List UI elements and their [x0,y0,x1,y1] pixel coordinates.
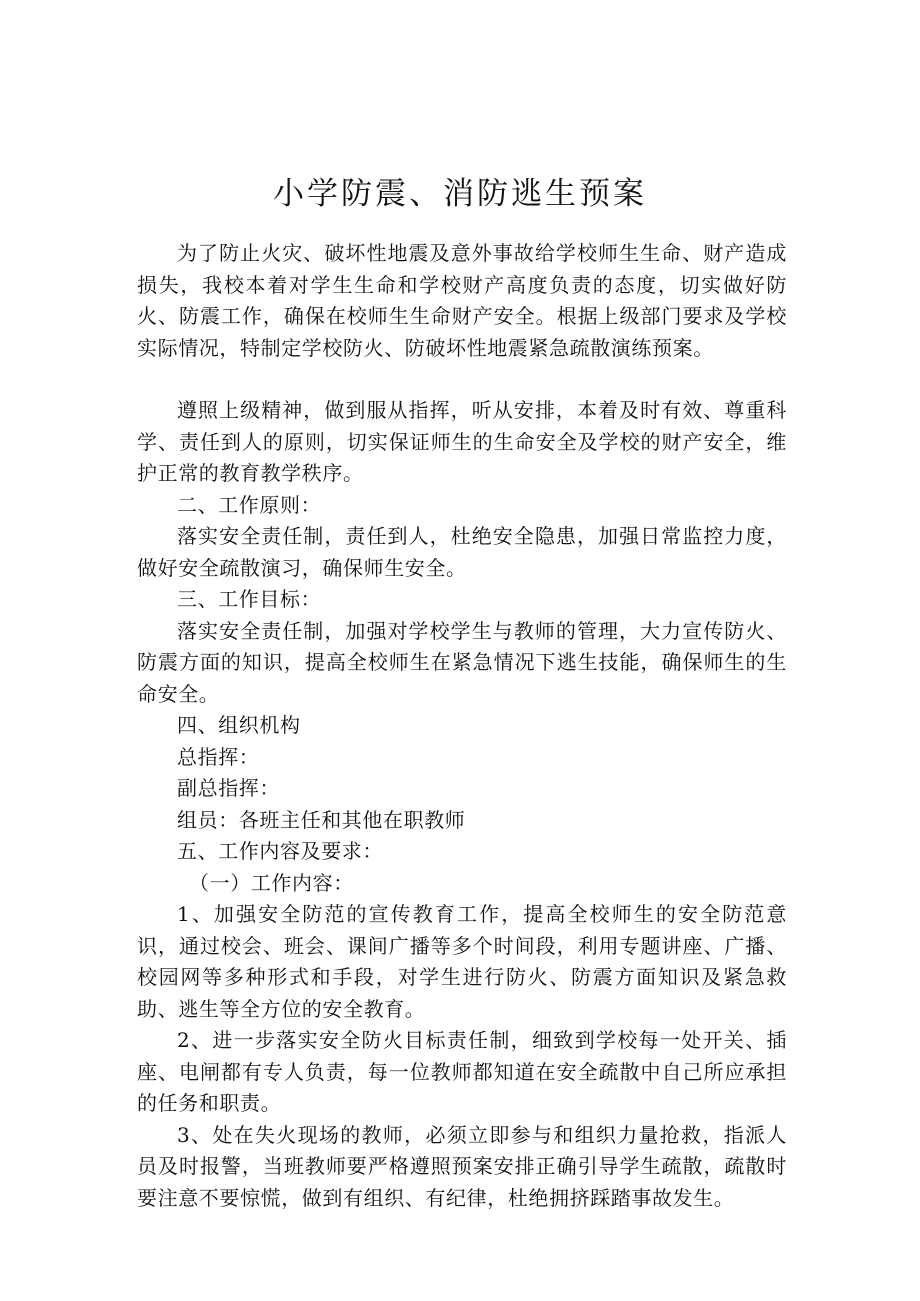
document-body [137,238,787,1214]
item2-paragraph: 2、进一步落实安全防火目标责任制，细致到学校每一处开关、插座、电闸都有专人负责，每一位教师都知道在安全疏散中自己所应承担的任务和职责。 [137,1028,787,1115]
section2-heading: 二、工作原则： [177,492,322,517]
item1-paragraph: 1、加强安全防范的宣传教育工作，提高全校师生的安全防范意识，通过校会、班会、课间广播等多个时间段，利用专题讲座、广播、校园网等多种形式和手段，对学生进行防火、防震方面知识及紧急救助、逃生等全方位的安全教育。 [137,902,787,1021]
vice-commander-line: 副总指挥： [177,776,280,800]
section3-paragraph: 落实安全责任制，加强对学校学生与教师的管理，大力宣传防火、防震方面的知识，提高全校师生在紧急情况下逃生技能，确保师生的生命安全。 [137,618,787,706]
members-line: 组员：各班主任和其他在职教师 [177,807,466,832]
paragraph-gap [137,364,787,395]
item3-paragraph: 3、处在失火现场的教师，必须立即参与和组织力量抢救，指派人员及时报警，当班教师要严格遵照预案安排正确引导学生疏散，疏散时要注意不要惊慌，做到有组织、有纪律，杜绝拥挤踩踏事故发生。 [137,1122,787,1210]
document-title: 小学防震、消防逃生预案 [273,176,647,212]
guiding-paragraph: 遵照上级精神，做到服从指挥，听从安排，本着及时有效、尊重科学、责任到人的原则，切实保证师生的生命安全及学校的财产安全，维护正常的教育教学秩序。 [137,398,787,485]
section3-heading: 三、工作目标： [177,587,322,611]
section5-heading: 五、工作内容及要求： [177,839,383,863]
intro-paragraph: 为了防止火灾、破坏性地震及意外事故给学校师生生命、财产造成损失，我校本着对学生生命和学校财产高度负责的态度，切实做好防火、防震工作，确保在校师生生命财产安全。根据上级部门要求及学校实际情况，特制定学校防火、防破坏性地震紧急疏散演练预案。 [137,241,787,360]
commander-line: 总指挥： [177,744,260,769]
subsection1-heading: （一）工作内容： [189,870,354,895]
section4-heading: 四、组织机构 [177,713,301,737]
section2-paragraph: 落实安全责任制，责任到人，杜绝安全隐患，加强日常监控力度，做好安全疏散演习，确保师生安全。 [137,524,787,580]
